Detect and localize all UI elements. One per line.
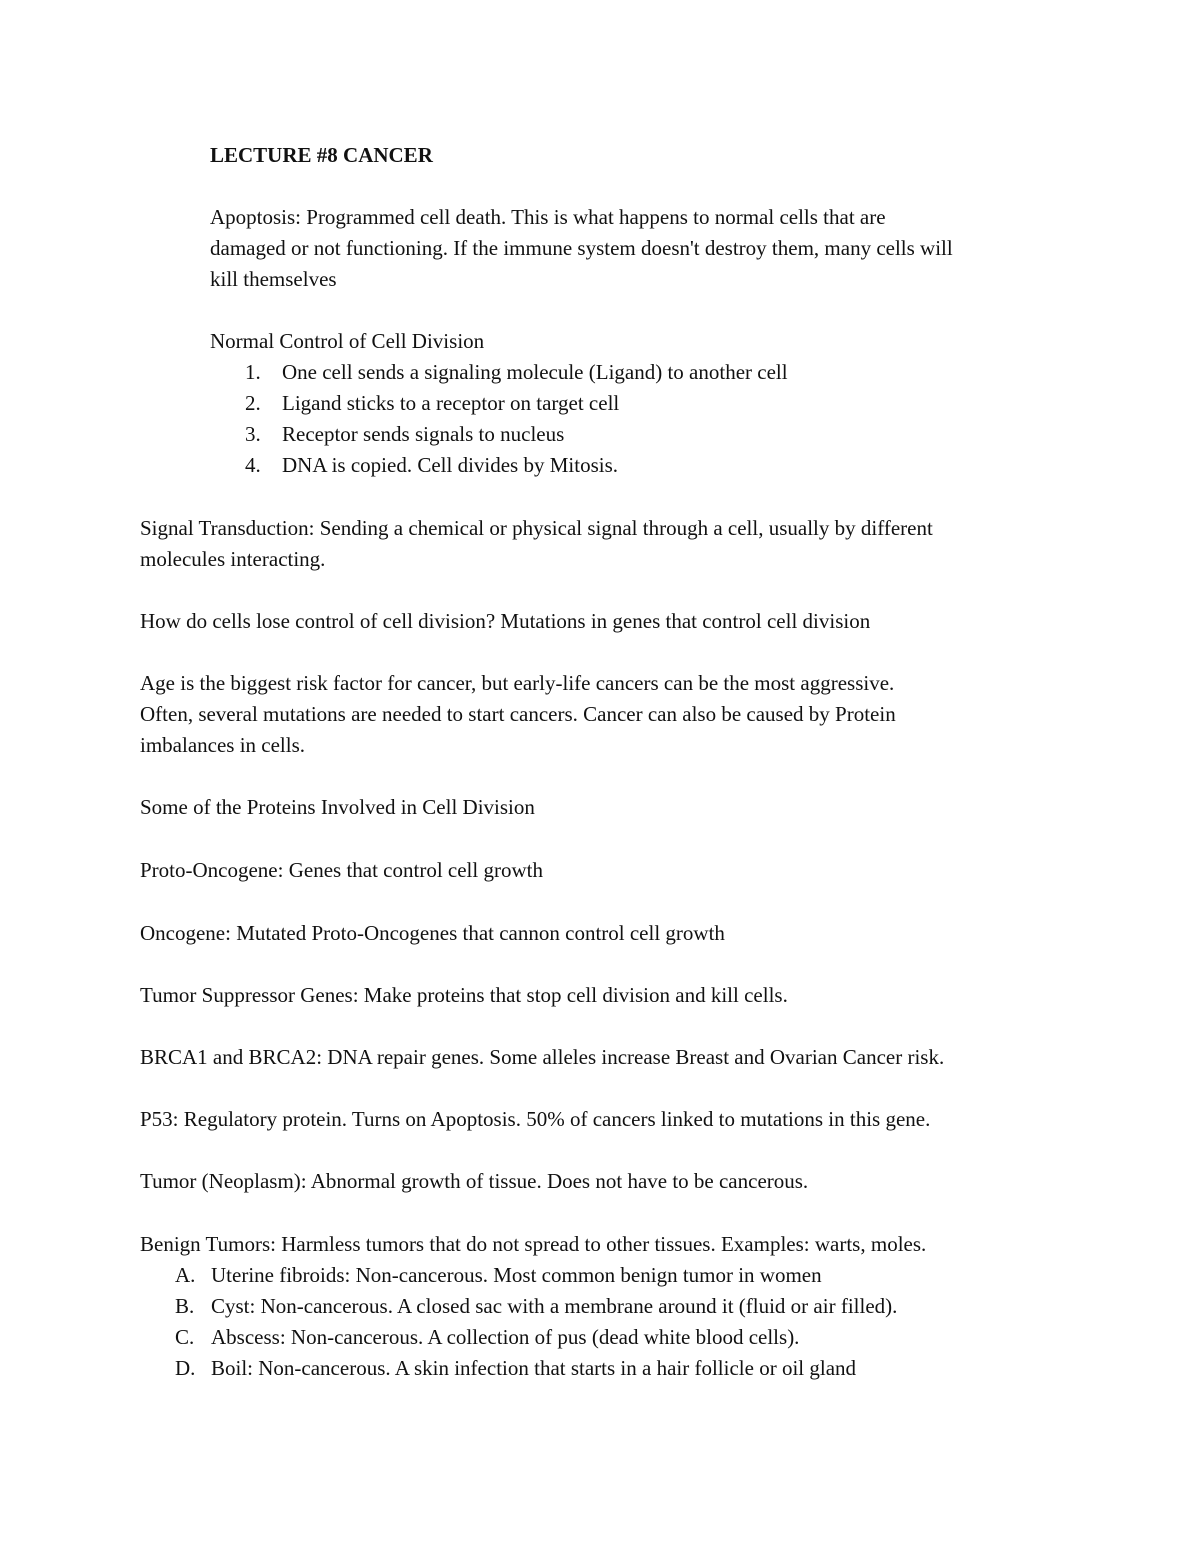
tumor-paragraph: Tumor (Neoplasm): Abnormal growth of tissue. Does not have to be cancerous. bbox=[140, 1169, 809, 1193]
proto-oncogene-paragraph: Proto-Oncogene: Genes that control cell growth bbox=[140, 858, 543, 882]
proteins-heading: Some of the Proteins Involved in Cell Division bbox=[140, 795, 535, 819]
apoptosis-line-2: damaged or not functioning. If the immune system doesn't destroy them, many cells will bbox=[210, 236, 953, 260]
list-item: Ligand sticks to a receptor on target cell bbox=[282, 391, 620, 415]
list-item: One cell sends a signaling molecule (Ligand) to another cell bbox=[282, 360, 788, 384]
lose-control-paragraph: How do cells lose control of cell division? Mutations in genes that control cell division bbox=[140, 609, 871, 633]
list-letter: A. bbox=[175, 1263, 196, 1287]
list-item: Abscess: Non-cancerous. A collection of pus (dead white blood cells). bbox=[211, 1325, 800, 1349]
document-title: LECTURE #8 CANCER bbox=[210, 143, 433, 167]
list-number: 3. bbox=[245, 422, 261, 446]
signal-transduction-line-1: Signal Transduction: Sending a chemical or physical signal through a cell, usually by different bbox=[140, 516, 933, 540]
oncogene-paragraph: Oncogene: Mutated Proto-Oncogenes that cannon control cell growth bbox=[140, 921, 725, 945]
list-letter: C. bbox=[175, 1325, 195, 1349]
normal-control-heading: Normal Control of Cell Division bbox=[210, 329, 485, 353]
list-item: DNA is copied. Cell divides by Mitosis. bbox=[282, 453, 618, 477]
tumor-suppressor-paragraph: Tumor Suppressor Genes: Make proteins that stop cell division and kill cells. bbox=[140, 983, 788, 1007]
apoptosis-line-3: kill themselves bbox=[210, 267, 337, 291]
p53-paragraph: P53: Regulatory protein. Turns on Apoptosis. 50% of cancers linked to mutations in this gene. bbox=[140, 1107, 931, 1131]
list-letter: D. bbox=[175, 1356, 196, 1380]
benign-heading: Benign Tumors: Harmless tumors that do not spread to other tissues. Examples: warts, moles. bbox=[140, 1232, 927, 1256]
list-item: Cyst: Non-cancerous. A closed sac with a membrane around it (fluid or air filled). bbox=[211, 1294, 898, 1318]
signal-transduction-line-2: molecules interacting. bbox=[140, 547, 326, 571]
list-item: Receptor sends signals to nucleus bbox=[282, 422, 565, 446]
list-number: 2. bbox=[245, 391, 261, 415]
brca-paragraph: BRCA1 and BRCA2: DNA repair genes. Some alleles increase Breast and Ovarian Cancer risk. bbox=[140, 1045, 945, 1069]
list-item: Boil: Non-cancerous. A skin infection that starts in a hair follicle or oil gland bbox=[211, 1356, 857, 1380]
list-number: 4. bbox=[245, 453, 261, 477]
list-number: 1. bbox=[245, 360, 261, 384]
age-line-3: imbalances in cells. bbox=[140, 733, 306, 757]
age-line-1: Age is the biggest risk factor for cancer, but early-life cancers can be the most aggressive. bbox=[140, 671, 895, 695]
list-letter: B. bbox=[175, 1294, 195, 1318]
list-item: Uterine fibroids: Non-cancerous. Most common benign tumor in women bbox=[211, 1263, 822, 1287]
age-line-2: Often, several mutations are needed to start cancers. Cancer can also be caused by Protein bbox=[140, 702, 896, 726]
apoptosis-line-1: Apoptosis: Programmed cell death. This is what happens to normal cells that are bbox=[210, 205, 886, 229]
